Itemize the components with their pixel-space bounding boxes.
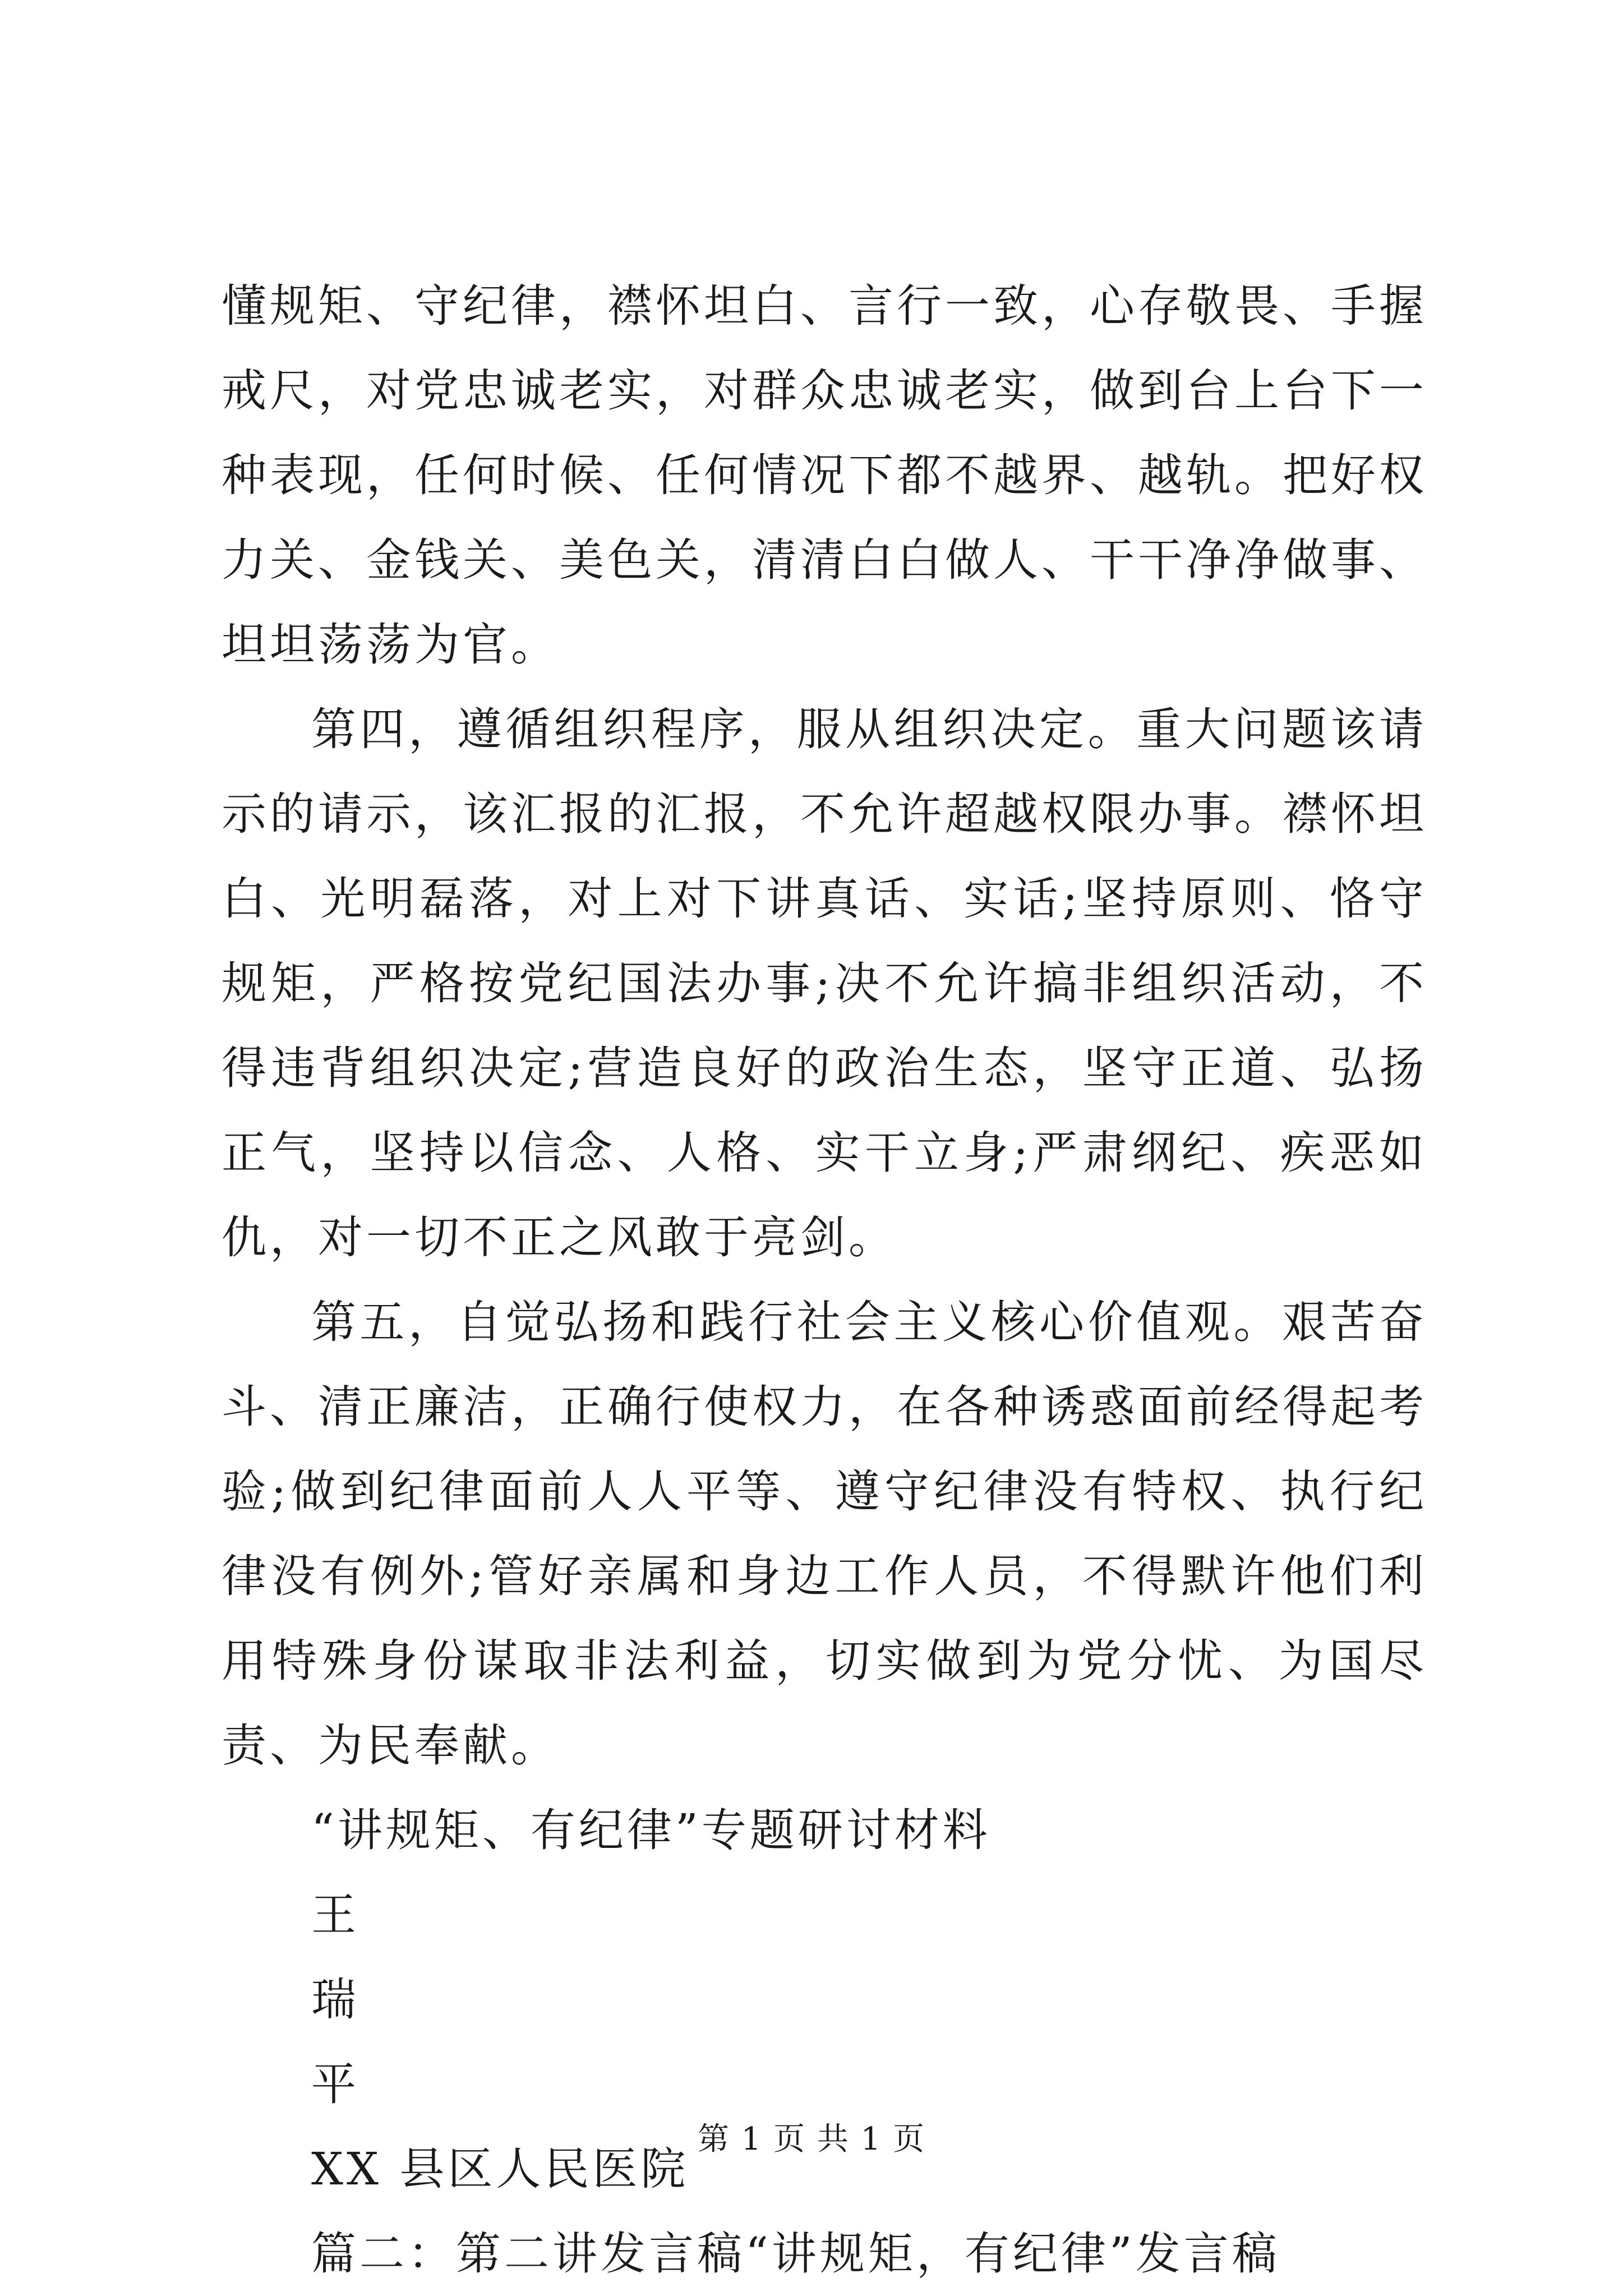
page-footer: 第 1 页 共 1 页 [697, 2121, 926, 2157]
paragraph-point-four: 第四，遵循组织程序，服从组织决定。重大问题该请示的请示，该汇报的汇报，不允许超越权限办事。襟怀坦白、光明磊落，对上对下讲真话、实话;坚持原则、恪守规矩，严格按党纪国法办事;决不允许搞非组织活动，不得违背组织决定;营造良好的政治生态，坚守正道、弘扬正气，坚持以信念、人格、实干立身;严肃纲纪、疾恶如仇，对一切不正之风敢于亮剑。 [222, 703, 1427, 1264]
document-body [222, 264, 1427, 2296]
paragraph-point-five: 第五，自觉弘扬和践行社会主义核心价值观。艰苦奋斗、清正廉洁，正确行使权力，在各种诱惑面前经得起考验;做到纪律面前人人平等、遵守纪律没有特权、执行纪律没有例外;管好亲属和身边工作人员，不得默许他们利用特殊身份谋取非法利益，切实做到为党分忧、为国尽责、为民奉献。 [222, 1296, 1427, 1772]
paragraph-continuation: 懂规矩、守纪律，襟怀坦白、言行一致，心存敬畏、手握戒尺，对党忠诚老实，对群众忠诚老实，做到台上台下一种表现，任何时候、任何情况下都不越界、越轨。把好权力关、金钱关、美色关，清清白白做人、干干净净做事、坦坦荡荡为官。 [222, 280, 1427, 671]
author-char-3: 平 [311, 2058, 359, 2110]
material-title: “讲规矩、有纪律”专题研讨材料 [311, 1804, 991, 1856]
next-section-heading: 篇二：第二讲发言稿“讲规矩，有纪律”发言稿 [311, 2228, 1280, 2280]
author-char-1: 王 [311, 1889, 359, 1941]
author-char-2: 瑞 [311, 1974, 359, 2026]
organization-name: XX 县区人民医院 [311, 2143, 689, 2195]
